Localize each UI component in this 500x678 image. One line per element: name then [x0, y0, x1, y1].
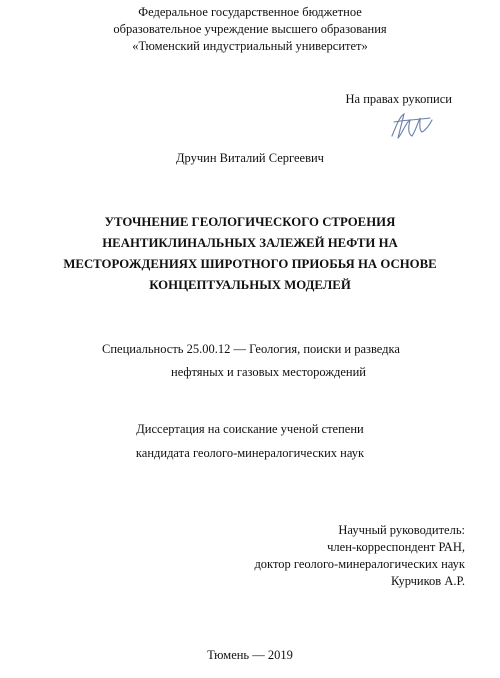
title-line: КОНЦЕПТУАЛЬНЫХ МОДЕЛЕЙ — [149, 278, 351, 292]
city-year-footer: Тюмень — 2019 — [207, 648, 293, 662]
organization-line: Федеральное государственное бюджетное — [138, 5, 362, 19]
organization-line: образовательное учреждение высшего образования — [113, 22, 387, 36]
specialty-line: нефтяных и газовых месторождений — [171, 365, 366, 379]
supervisor-line: член-корреспондент РАН, — [327, 540, 465, 554]
rights-notice: На правах рукописи — [345, 92, 452, 106]
degree-line: Диссертация на соискание ученой степени — [136, 422, 364, 436]
title-line: МЕСТОРОЖДЕНИЯХ ШИРОТНОГО ПРИОБЬЯ НА ОСНОВЕ — [63, 257, 437, 271]
degree-line: кандидата геолого-минералогических наук — [135, 446, 365, 460]
title-line: УТОЧНЕНИЕ ГЕОЛОГИЧЕСКОГО СТРОЕНИЯ — [104, 215, 396, 229]
supervisor-block — [254, 522, 465, 590]
organization-line: «Тюменский индустриальный университет» — [132, 39, 368, 53]
organization-header — [0, 4, 500, 55]
title-line: НЕАНТИКЛИНАЛЬНЫХ ЗАЛЕЖЕЙ НЕФТИ НА — [102, 236, 398, 250]
supervisor-line: доктор геолого-минералогических наук — [254, 557, 465, 571]
dissertation-degree — [0, 417, 500, 465]
dissertation-title — [0, 212, 500, 296]
supervisor-line: Научный руководитель: — [338, 523, 465, 537]
supervisor-line: Курчиков А.Р. — [391, 574, 465, 588]
author-name: Дручин Виталий Сергеевич — [176, 151, 324, 165]
specialty-line: Специальность 25.00.12 — Геология, поиски и разведка — [102, 342, 400, 356]
signature-icon — [386, 108, 436, 144]
